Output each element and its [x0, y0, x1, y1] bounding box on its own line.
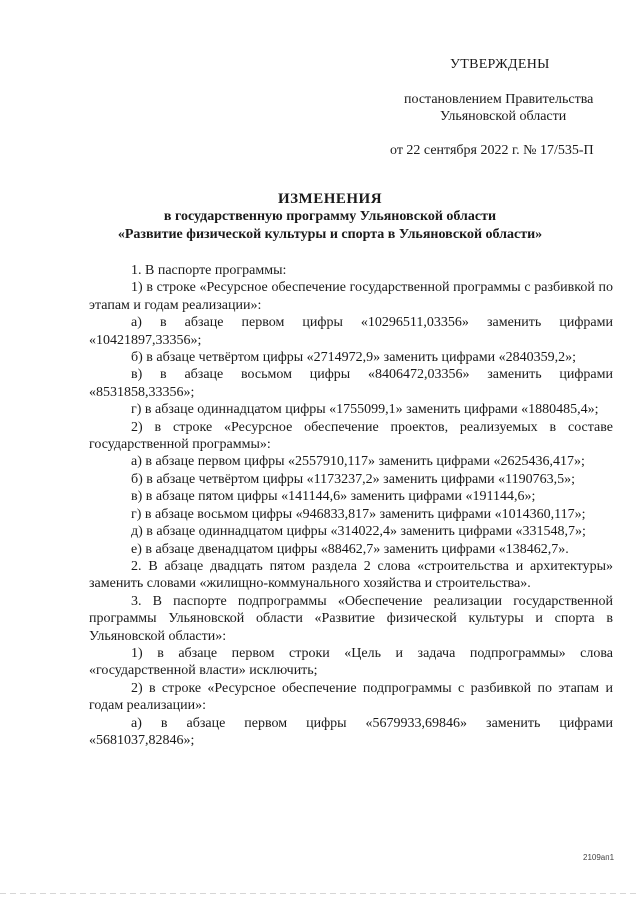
- paragraph: 2) в строке «Ресурсное обеспечение подпрограммы с разбивкой по этапам и годам реализации»:: [89, 680, 613, 714]
- paragraph: г) в абзаце восьмом цифры «946833,817» заменить цифрами «1014360,117»;: [131, 506, 586, 522]
- paragraph: а) в абзаце первом цифры «5679933,69846» заменить цифрами «5681037,82846»;: [89, 715, 613, 748]
- paragraph: д) в абзаце одиннадцатом цифры «314022,4» заменить цифрами «331548,7»;: [131, 524, 586, 540]
- paragraph: 3. В паспорте подпрограммы «Обеспечение реализации государственной программы Ульяновской области «Развитие физической культуры и спорта в Ульяновской области»:: [89, 593, 613, 644]
- paragraph: б) в абзаце четвёртом цифры «1173237,2» заменить цифрами «1190763,5»;: [131, 471, 575, 487]
- scan-artifact-line: [0, 893, 640, 894]
- approved-label: УТВЕРЖДЕНЫ: [450, 57, 550, 72]
- footer-code: 2109ап1: [583, 853, 615, 862]
- paragraph: 1) в абзаце первом строки «Цель и задача подпрограммы» слова «государственной власти» исключить;: [89, 645, 613, 679]
- document-heading: [80, 190, 580, 244]
- paragraph: а) в абзаце первом цифры «10296511,03356» заменить цифрами «10421897,33356»;: [89, 315, 613, 348]
- paragraph: в) в абзаце пятом цифры «141144,6» заменить цифрами «191144,6»;: [131, 489, 536, 505]
- approval-date: от 22 сентября 2022 г. № 17/535-П: [390, 143, 594, 158]
- document-subtitle-line-1: в государственную программу Ульяновской области: [163, 209, 497, 224]
- paragraph: 1. В паспорте программы:: [131, 263, 287, 278]
- approved-by-line-1: постановлением Правительства: [404, 92, 594, 107]
- document-body: [89, 262, 613, 749]
- paragraph: е) в абзаце двенадцатом цифры «88462,7» заменить цифрами «138462,7».: [131, 541, 569, 557]
- document-subtitle-line-2: «Развитие физической культуры и спорта в Ульяновской области»: [117, 227, 543, 242]
- paragraph: б) в абзаце четвёртом цифры «2714972,9» заменить цифрами «2840359,2»;: [131, 350, 576, 366]
- document-title: ИЗМЕНЕНИЯ: [277, 191, 383, 207]
- paragraph: 1) в строке «Ресурсное обеспечение государственной программы с разбивкой по этапам и годам реализации»:: [89, 280, 613, 313]
- paragraph: 2) в строке «Ресурсное обеспечение проектов, реализуемых в составе государственной программы»:: [89, 419, 613, 453]
- paragraph: а) в абзаце первом цифры «2557910,117» заменить цифрами «2625436,417»;: [131, 454, 585, 470]
- paragraph: 2. В абзаце двадцать пятом раздела 2 слова «строительства и архитектуры» заменить словами «жилищно-коммунального хозяйства и строительства».: [89, 558, 613, 592]
- paragraph: в) в абзаце восьмом цифры «8406472,03356» заменить цифрами «8531858,33356»;: [89, 367, 613, 400]
- paragraph: г) в абзаце одиннадцатом цифры «1755099,1» заменить цифрами «1880485,4»;: [131, 402, 599, 418]
- approved-by-line-2: Ульяновской области: [440, 109, 567, 124]
